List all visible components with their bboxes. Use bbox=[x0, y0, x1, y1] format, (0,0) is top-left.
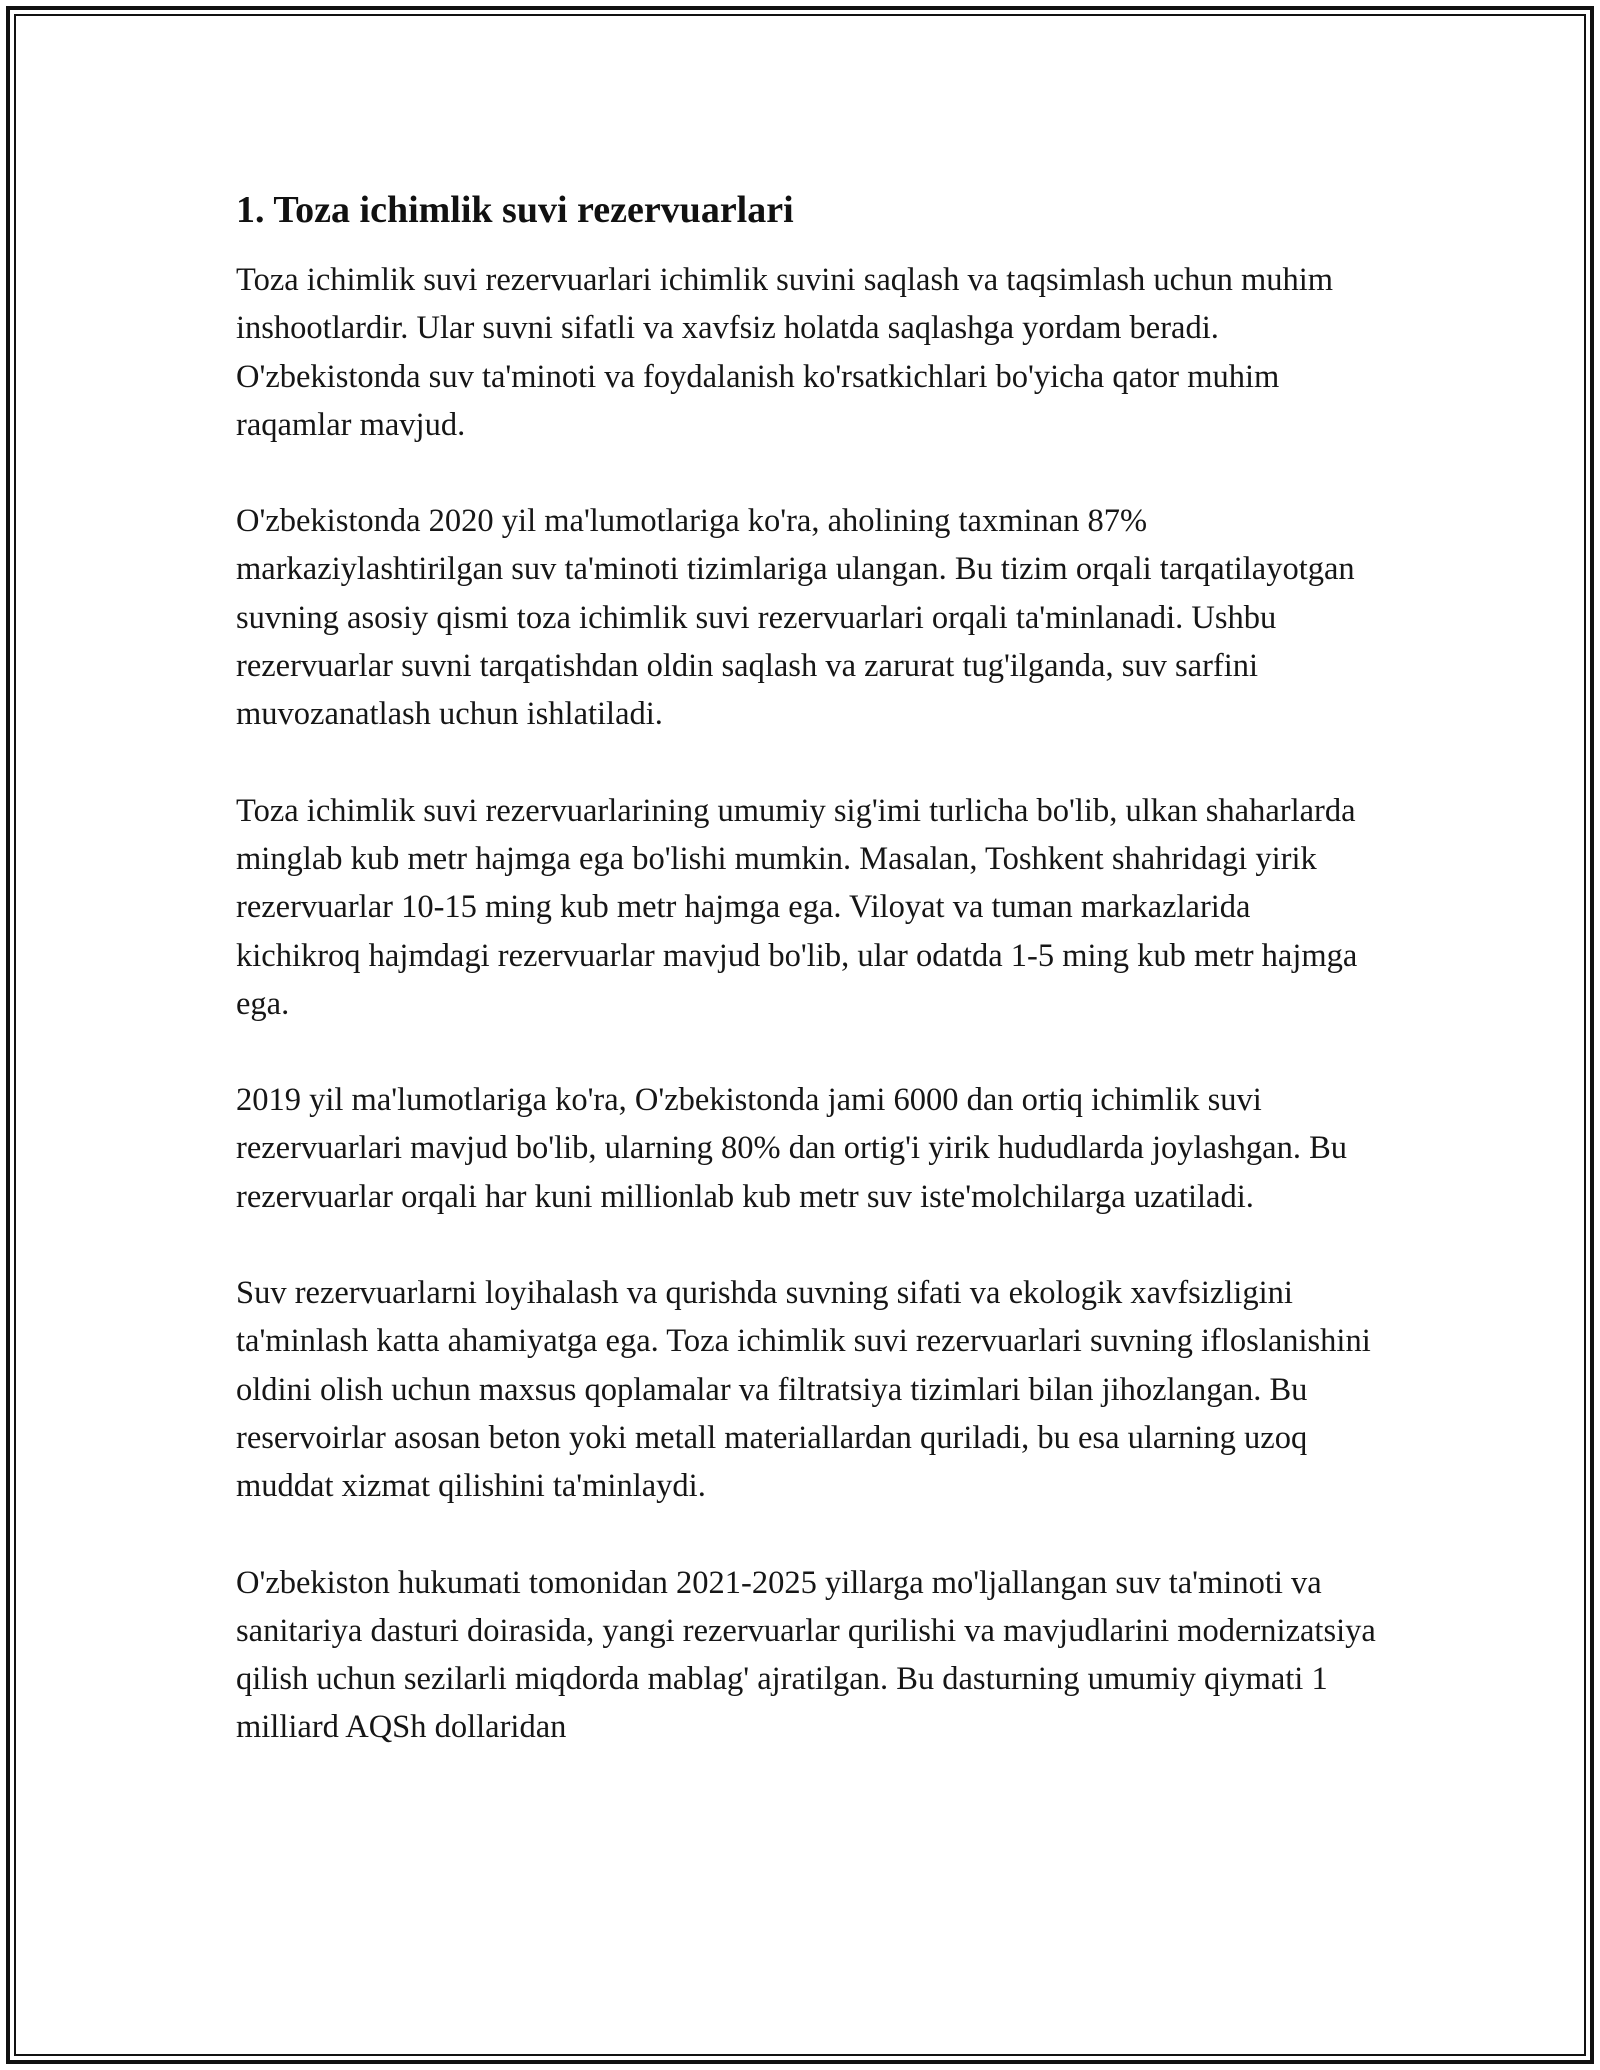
paragraph-supply-coverage: O'zbekistonda 2020 yil ma'lumotlariga ko'ra, aholining taxminan 87% markaziylashtirilgan suv ta'minoti tizimlariga ulangan. Bu tizim orqali tarqatilayotgan suvning asosiy qismi toza ichimlik suvi rezervuarlari orqali ta'minlanadi. Ushbu rezervuarlar suvni tarqatishdan oldin saqlash va zarurat tug'ilganda, suv sarfini muvozanatlash uchun ishlatiladi. bbox=[236, 503, 1355, 733]
paragraph-government-program: O'zbekiston hukumati tomonidan 2021-2025 yillarga mo'ljallangan suv ta'minoti va sanitariya dasturi doirasida, yangi rezervuarlar qurilishi va mavjudlarini modernizatsiya qilish uchun sezilarli miqdorda mablag' ajratilgan. Bu dasturning umumiy qiymati 1 milliard AQSh dollaridan bbox=[236, 1564, 1376, 1746]
paragraph-design-safety: Suv rezervuarlarni loyihalash va qurishda suvning sifati va ekologik xavfsizligini ta'minlash katta ahamiyatga ega. Toza ichimlik suvi rezervuarlari suvning ifloslanishini oldini olish uchun maxsus qoplamalar va filtratsiya tizimlari bilan jihozlangan. Bu reservoirlar asosan beton yoki metall materiallardan quriladi, bu esa ularning uzoq muddat xizmat qilishini ta'minlaydi. bbox=[236, 1275, 1371, 1505]
section-heading: 1. Toza ichimlik suvi rezervuarlari bbox=[236, 189, 794, 231]
document-body bbox=[236, 186, 1381, 1752]
paragraph-reservoir-count: 2019 yil ma'lumotlariga ko'ra, O'zbekistonda jami 6000 dan ortiq ichimlik suvi rezervuarlari mavjud bo'lib, ularning 80% dan ortig'i yirik hududlarda joylashgan. Bu rezervuarlar orqali har kuni millionlab kub metr suv iste'molchilarga uzatiladi. bbox=[236, 1082, 1348, 1215]
paragraph-intro: Toza ichimlik suvi rezervuarlari ichimlik suvini saqlash va taqsimlash uchun muhim inshootlardir. Ular suvni sifatli va xavfsiz holatda saqlashga yordam beradi. O'zbekistonda suv ta'minoti va foydalanish ko'rsatkichlari bo'yicha qator muhim raqamlar mavjud. bbox=[236, 262, 1334, 443]
paragraph-capacity: Toza ichimlik suvi rezervuarlarining umumiy sig'imi turlicha bo'lib, ulkan shaharlarda minglab kub metr hajmga ega bo'lishi mumkin. Masalan, Toshkent shahridagi yirik rezervuarlar 10-15 ming kub metr hajmga ega. Viloyat va tuman markazlarida kichikroq hajmdagi rezervuarlar mavjud bo'lib, ular odatda 1-5 ming kub metr hajmga ega. bbox=[236, 792, 1358, 1022]
